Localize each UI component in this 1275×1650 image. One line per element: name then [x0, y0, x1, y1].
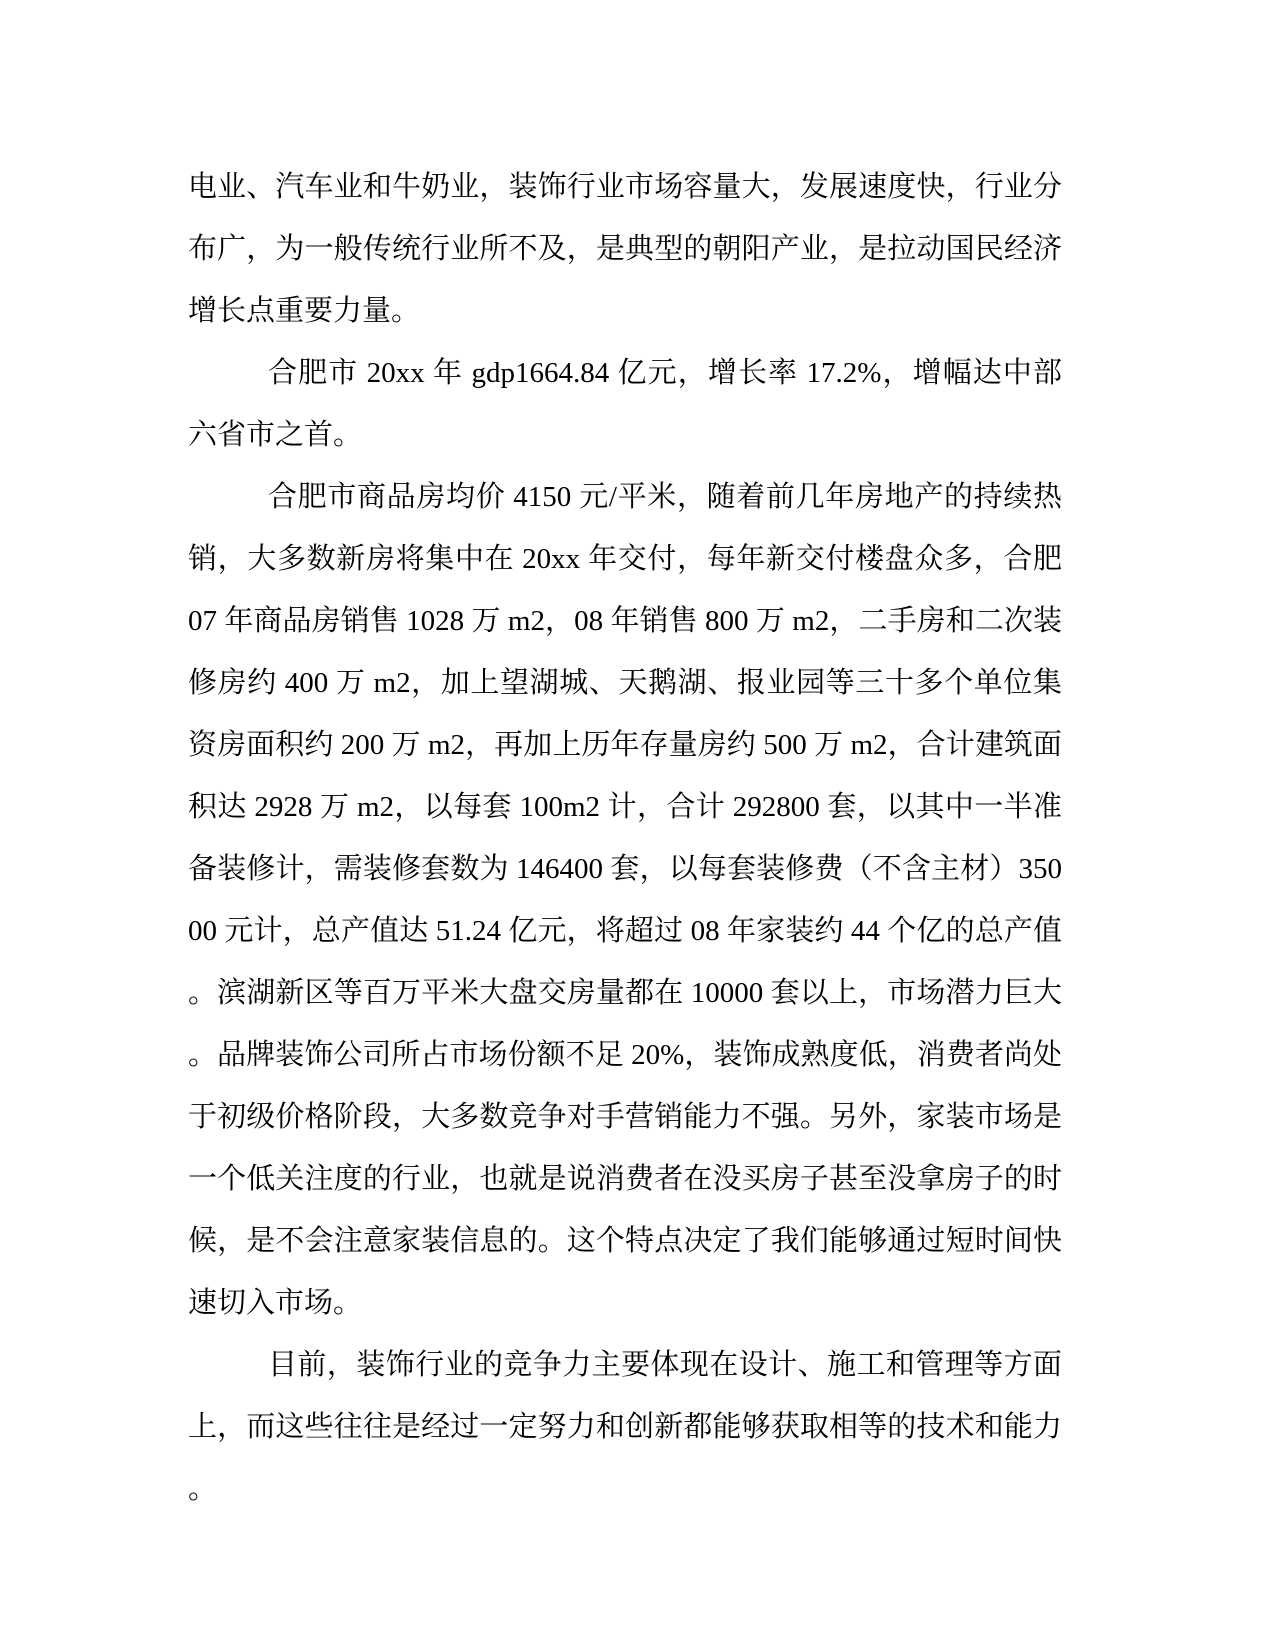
document-text-block [188, 156, 1062, 1520]
paragraph: 目前，装饰行业的竞争力主要体现在设计、施工和管理等方面上，而这些往往是经过一定努力和创新都能够获取相等的技术和能力。 [188, 1349, 1062, 1505]
paragraph: 合肥市商品房均价 4150 元/平米，随着前几年房地产的持续热销，大多数新房将集中在 20xx 年交付，每年新交付楼盘众多，合肥 07 年商品房销售 1028 万 m2，08 年销售 800 万 m2，二手房和二次装修房约 400 万 m2，加上望湖城、天鹅湖、报业园等三十多个单位集资房面积约 200 万 m2，再加上历年存量房约 500 万 m2，合计建筑面积达 2928 万 m2，以每套 100m2 计，合计 292800 套，以其中一半准备装修计，需装修套数为 146400 套，以每套装修费（不含主材）35000 元计，总产值达 51.24 亿元，将超过 08 年家装约 44 个亿的总产值。滨湖新区等百万平米大盘交房量都在 10000 套以上，市场潜力巨大。品牌装饰公司所占市场份额不足 20%，装饰成熟度低，消费者尚处于初级价格阶段，大多数竞争对手营销能力不强。另外，家装市场是一个低关注度的行业，也就是说消费者在没买房子甚至没拿房子的时候，是不会注意家装信息的。这个特点决定了我们能够通过短时间快速切入市场。 [188, 481, 1062, 1319]
paragraph: 电业、汽车业和牛奶业，装饰行业市场容量大，发展速度快，行业分布广，为一般传统行业所不及，是典型的朝阳产业，是拉动国民经济增长点重要力量。 [188, 171, 1062, 327]
paragraph: 合肥市 20xx 年 gdp1664.84 亿元，增长率 17.2%，增幅达中部六省市之首。 [188, 357, 1062, 451]
